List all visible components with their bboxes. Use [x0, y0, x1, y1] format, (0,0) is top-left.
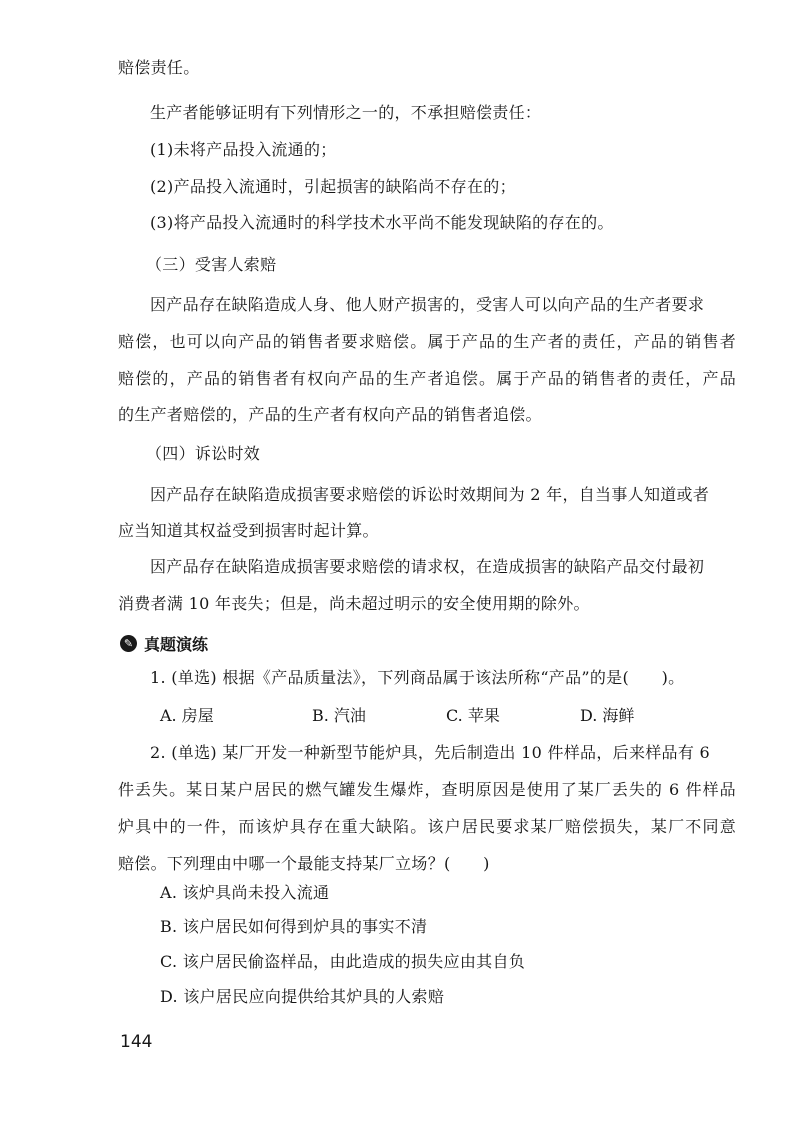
question-stem: 1. (单选) 根据《产品质量法》，下列商品属于该法所称“产品”的是( )。 — [150, 668, 685, 687]
text-line: 因产品存在缺陷造成损害要求赔偿的诉讼时效期间为 2 年，自当事人知道或者 — [150, 485, 710, 504]
option: B. 该户居民如何得到炉具的事实不清 — [160, 917, 428, 936]
practice-heading-label: 真题演练 — [144, 635, 209, 654]
text-line: 赔偿，也可以向产品的销售者要求赔偿。属于产品的生产者的责任，产品的销售者 — [118, 332, 736, 351]
text-line: 消费者满 10 年丧失；但是，尚未超过明示的安全使用期的除外。 — [118, 594, 590, 613]
text-line: 的生产者赔偿的，产品的生产者有权向产品的销售者追偿。 — [118, 405, 542, 424]
text-line: 生产者能够证明有下列情形之一的，不承担赔偿责任： — [150, 103, 542, 122]
text-line: 赔偿责任。 — [118, 58, 200, 77]
text-line: (2)产品投入流通时，引起损害的缺陷尚不存在的； — [150, 177, 516, 196]
option: D. 该户居民应向提供给其炉具的人索赔 — [160, 987, 445, 1006]
option: D. 海鲜 — [580, 706, 635, 725]
option: B. 汽油 — [312, 706, 366, 725]
text-line: (1)未将产品投入流通的； — [150, 140, 337, 159]
option: C. 苹果 — [446, 706, 500, 725]
option: C. 该户居民偷盗样品，由此造成的损失应由其自负 — [160, 952, 526, 971]
option: A. 该炉具尚未投入流通 — [160, 883, 330, 902]
text-line: (3)将产品投入流通时的科学技术水平尚不能发现缺陷的存在的。 — [150, 213, 614, 232]
option: A. 房屋 — [160, 706, 214, 725]
question-stem: 2. (单选) 某厂开发一种新型节能炉具，先后制造出 10 件样品，后来样品有 6 — [150, 743, 711, 762]
text-line: 应当知道其权益受到损害时起计算。 — [118, 521, 379, 540]
practice-heading — [120, 632, 208, 655]
text-line: 因产品存在缺陷造成人身、他人财产损害的，受害人可以向产品的生产者要求 — [150, 295, 705, 314]
section-heading: （三）受害人索赔 — [146, 255, 277, 274]
question-stem: 件丢失。某日某户居民的燃气罐发生爆炸，查明原因是使用了某厂丢失的 6 件样品 — [118, 780, 736, 799]
pen-icon: ✎ — [120, 635, 137, 652]
text-line: 因产品存在缺陷造成损害要求赔偿的请求权，在造成损害的缺陷产品交付最初 — [150, 557, 705, 576]
text-line: 赔偿的，产品的销售者有权向产品的生产者追偿。属于产品的销售者的责任，产品 — [118, 369, 736, 388]
question-stem: 炉具中的一件，而该炉具存在重大缺陷。该户居民要求某厂赔偿损失，某厂不同意 — [118, 817, 736, 836]
question-stem: 赔偿。下列理由中哪一个最能支持某厂立场？( ) — [118, 854, 490, 873]
page-number: 144 — [120, 1032, 153, 1052]
section-heading: （四）诉讼时效 — [146, 444, 261, 463]
